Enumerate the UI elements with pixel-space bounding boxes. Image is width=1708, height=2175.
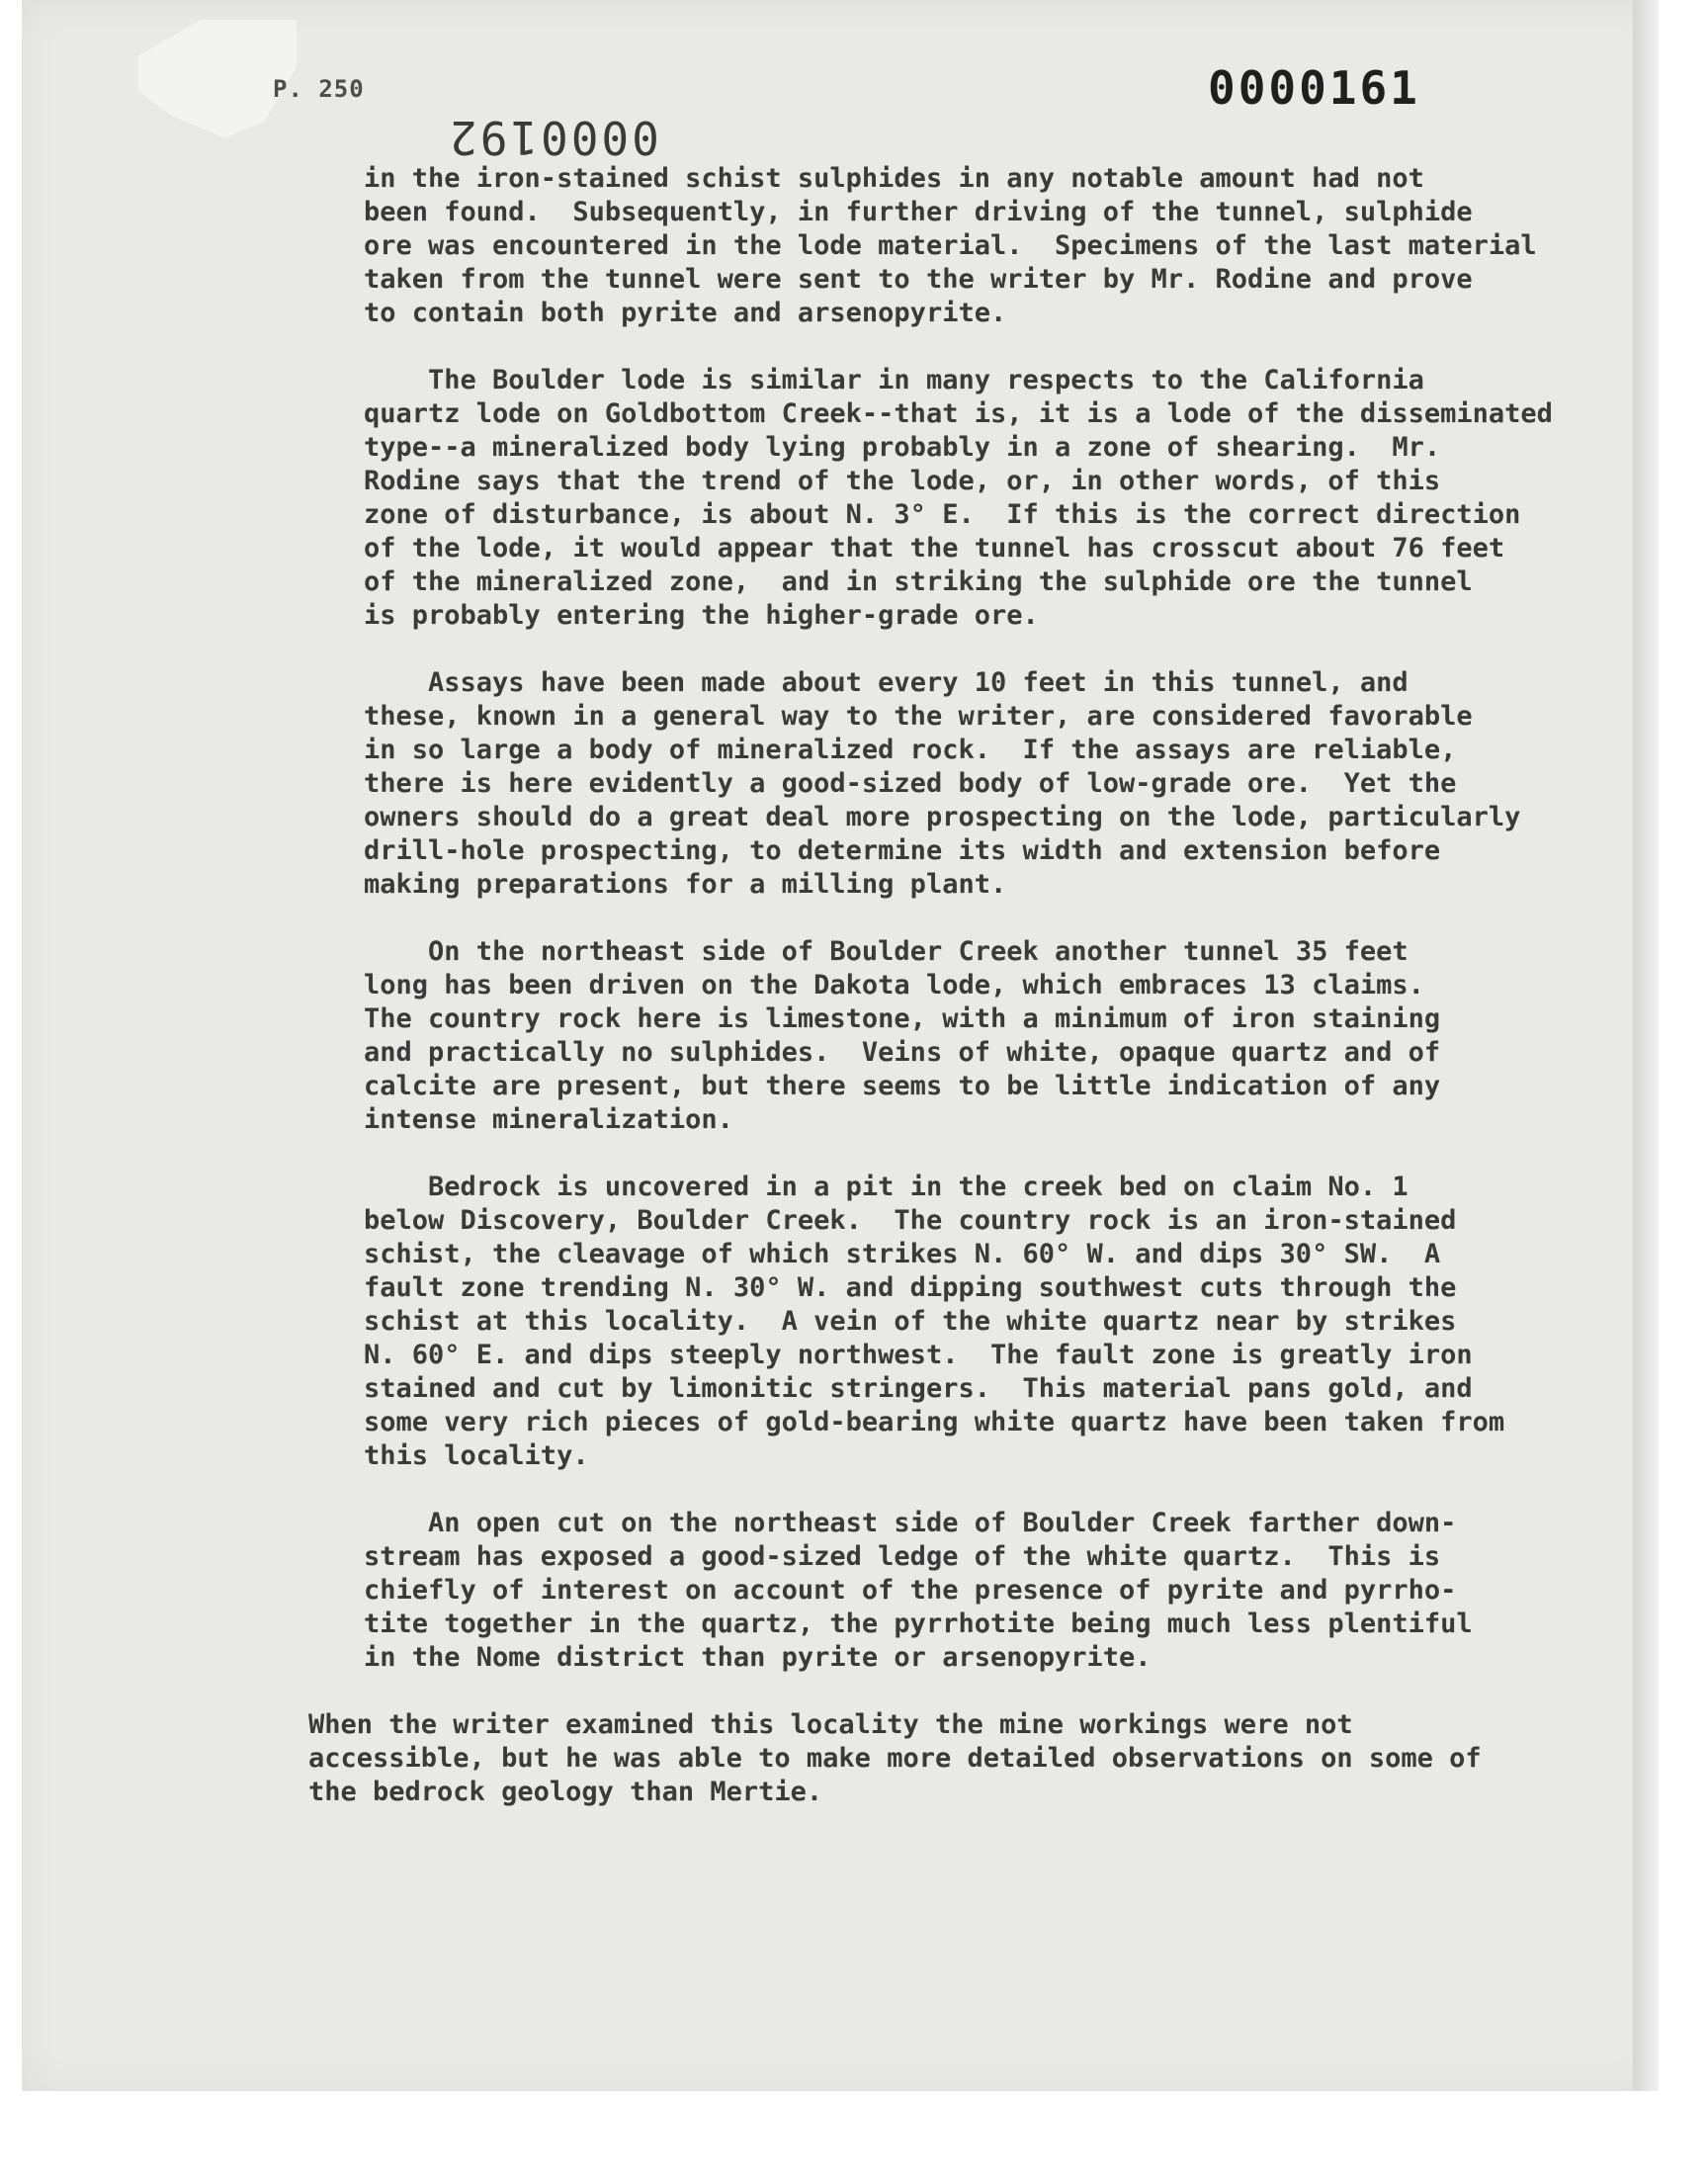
paragraph-6: An open cut on the northeast side of Boulder Creek farther down- stream has exposed a good-sized ledge of the white quartz. This is chiefly of interest on account of the presence of pyrite and pyrrho- tite together in the quartz, the pyrrhotite being much less plentiful in the Nome district than pyrite or arsenopyrite. [364, 1508, 1473, 1673]
paragraph-3: Assays have been made about every 10 feet in this tunnel, and these, known in a general way to the writer, are considered favorable in so large a body of mineralized rock. If the assays are reliable, there is here evidently a good-sized body of low-grade ore. Yet the owners should do a great deal more prospecting on the lode, particularly drill-hole prospecting, to determine its width and extension before making preparations for a milling plant. [364, 667, 1521, 900]
paragraph-7: When the writer examined this locality the mine workings were not accessible, but he was able to make more detailed observations on some of the bedrock geology than Mertie. [308, 1709, 1482, 1807]
paragraph-4: On the northeast side of Boulder Creek another tunnel 35 feet long has been driven on the Dakota lode, which embraces 13 claims. The country rock here is limestone, with a minimum of iron staining and practically no sulphides. Veins of white, opaque quartz and of calcite are present, but there seems to be little indication of any intense mineralization. [364, 936, 1441, 1135]
paragraph-2: The Boulder lode is similar in many respects to the California quartz lode on Goldbottom Creek--that is, it is a lode of the disseminated type--a mineralized body lying probably in a zone of shearing. Mr. Rodine says that the trend of the lode, or, in other words, of this zone of disturbance, is about N. 3° E. If this is the correct direction of the lode, it would appear that the tunnel has crosscut about 76 feet of the mineralized zone, and in striking the sulphide ore the tunnel is probably entering the higher-grade ore. [364, 365, 1553, 631]
inverted-stamp-number: 0000192 [447, 111, 659, 164]
paragraph-1: in the iron-stained schist sulphides in any notable amount had not been found. Subsequently, in further driving of the tunnel, sulphide ore was encountered in the lode material. Specimens of the last material taken from the tunnel were sent to the writer by Mr. Rodine and prove to contain both pyrite and arsenopyrite. [364, 163, 1537, 328]
document-body [308, 162, 1589, 1843]
paragraph-5: Bedrock is uncovered in a pit in the creek bed on claim No. 1 below Discovery, Boulder Creek. The country rock is an iron-stained schist, the cleavage of which strikes N. 60° W. and dips 30° SW. A fault zone trending N. 30° W. and dipping southwest cuts through the schist at this locality. A vein of the white quartz near by strikes N. 60° E. and dips steeply northwest. The fault zone is greatly iron stained and cut by limonitic stringers. This material pans gold, and some very rich pieces of gold-bearing white quartz have been taken from this locality. [364, 1172, 1505, 1471]
page-reference: P. 250 [273, 75, 365, 103]
document-stamp-number: 0000161 [1208, 61, 1420, 115]
page-edge-shadow [1633, 0, 1659, 2091]
